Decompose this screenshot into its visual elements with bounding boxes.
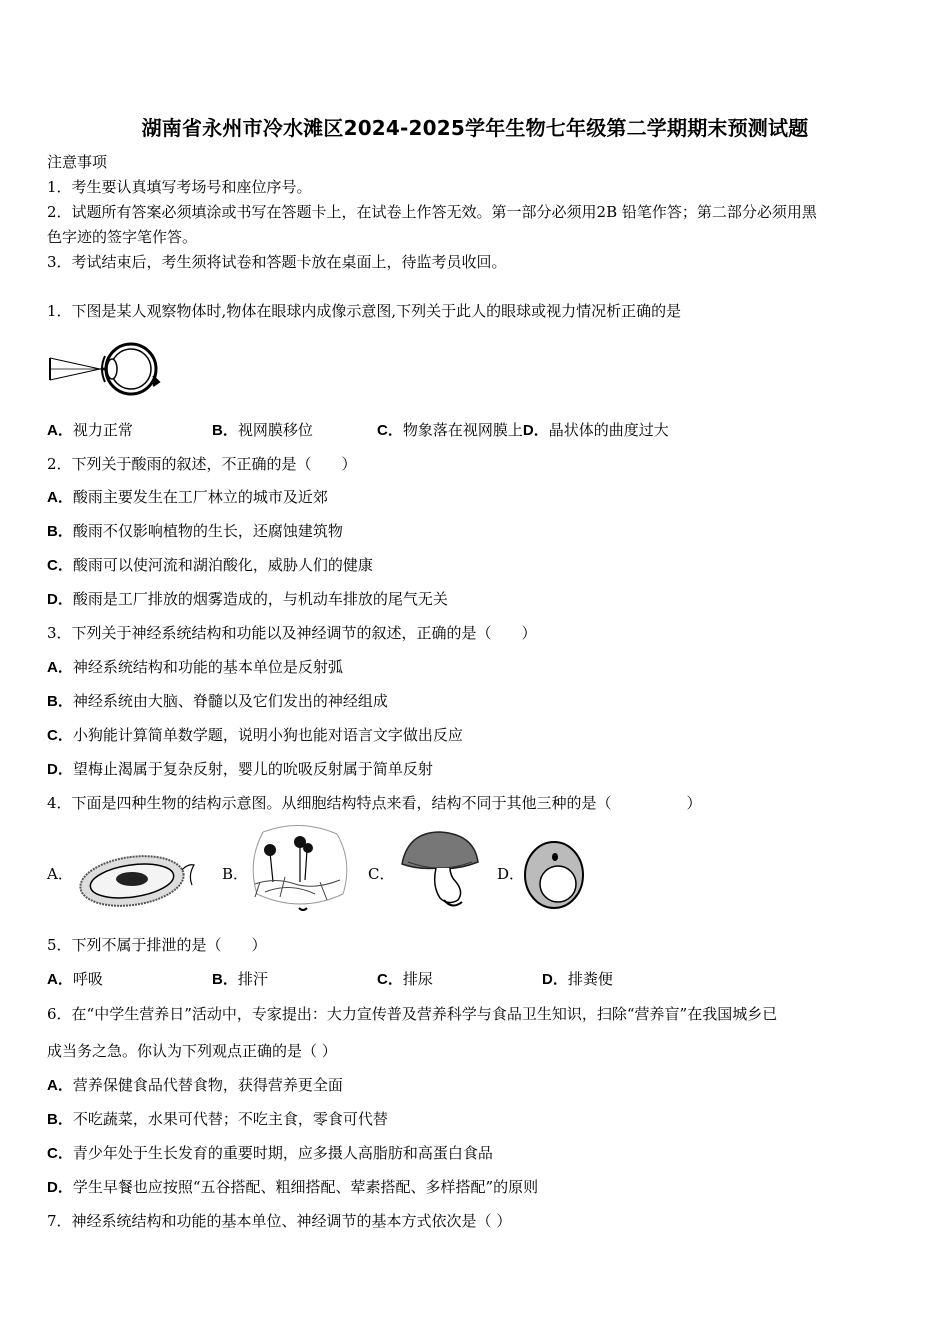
q5-option: D．排粪便 <box>542 970 613 988</box>
mushroom-icon <box>398 830 480 910</box>
notice-item: 2．试题所有答案必须填涂或书写在答题卡上，在试卷上作答无效。第一部分必须用2B 铅笔作答；第二部分必须用黑 <box>47 203 817 221</box>
page-title: 湖南省永州市冷水滩区2024-2025学年生物七年级第二学期期末预测试题 <box>141 116 809 140</box>
bacterium-icon <box>70 845 200 913</box>
yeast-icon <box>522 840 586 910</box>
q2-option: D．酸雨是工厂排放的烟雾造成的，与机动车排放的尾气无关 <box>47 590 448 608</box>
q5-stem: 5．下列不属于排泄的是（ ） <box>47 936 267 954</box>
q4-option-label: A． <box>47 865 73 883</box>
q5-option: C．排尿 <box>377 970 433 988</box>
q3-stem: 3．下列关于神经系统结构和功能以及神经调节的叙述，正确的是（ ） <box>47 624 537 642</box>
notice-item: 1．考生要认真填写考场号和座位序号。 <box>47 178 312 196</box>
q3-option: D．望梅止渴属于复杂反射，婴儿的吮吸反射属于简单反射 <box>47 760 433 778</box>
q6-stem: 6．在“中学生营养日”活动中，专家提出：大力宣传普及营养科学与食品卫生知识，扫除“营养盲”在我国城乡已 <box>47 1005 778 1023</box>
q3-option: B．神经系统由大脑、脊髓以及它们发出的神经组成 <box>47 692 388 710</box>
q3-option: A．神经系统结构和功能的基本单位是反射弧 <box>47 658 343 676</box>
q6-stem: 成当务之急。你认为下列观点正确的是（ ） <box>47 1042 337 1060</box>
q1-option: B．视网膜移位 <box>212 421 313 439</box>
q4-stem: 4．下面是四种生物的结构示意图。从细胞结构特点来看，结构不同于其他三种的是（ ） <box>47 794 702 812</box>
mold-icon <box>245 822 355 914</box>
q4-option-label: C． <box>368 865 395 883</box>
q5-option: B．排汗 <box>212 970 268 988</box>
q2-option: C．酸雨可以使河流和湖泊酸化，威胁人们的健康 <box>47 556 373 574</box>
q4-option-label: D． <box>497 865 525 883</box>
q7-stem: 7．神经系统结构和功能的基本单位、神经调节的基本方式依次是（ ） <box>47 1212 512 1230</box>
eye-diagram-icon <box>47 338 162 400</box>
q2-stem: 2．下列关于酸雨的叙述，不正确的是（ ） <box>47 455 357 473</box>
q4-option-label: B． <box>222 865 249 883</box>
q1-option: A．视力正常 <box>47 421 133 439</box>
q1-option: C．物象落在视网膜上D．晶状体的曲度过大 <box>377 421 669 439</box>
notice-item: 色字迹的签字笔作答。 <box>47 228 198 246</box>
q2-option: A．酸雨主要发生在工厂林立的城市及近郊 <box>47 488 328 506</box>
q2-option: B．酸雨不仅影响植物的生长，还腐蚀建筑物 <box>47 522 343 540</box>
q6-option: D．学生早餐也应按照“五谷搭配、粗细搭配、荤素搭配、多样搭配”的原则 <box>47 1178 539 1196</box>
q6-option: A．营养保健食品代替食物，获得营养更全面 <box>47 1076 343 1094</box>
q6-option: C．青少年处于生长发育的重要时期，应多摄人高脂肪和高蛋白食品 <box>47 1144 493 1162</box>
q1-stem: 1．下图是某人观察物体时,物体在眼球内成像示意图,下列关于此人的眼球或视力情况析正确的是 <box>47 302 682 320</box>
notice-item: 3．考试结束后，考生须将试卷和答题卡放在桌面上，待监考员收回。 <box>47 253 507 271</box>
q5-option: A．呼吸 <box>47 970 103 988</box>
q6-option: B．不吃蔬菜，水果可代替；不吃主食，零食可代替 <box>47 1110 388 1128</box>
q3-option: C．小狗能计算简单数学题，说明小狗也能对语言文字做出反应 <box>47 726 463 744</box>
notice-heading: 注意事项 <box>47 153 108 171</box>
